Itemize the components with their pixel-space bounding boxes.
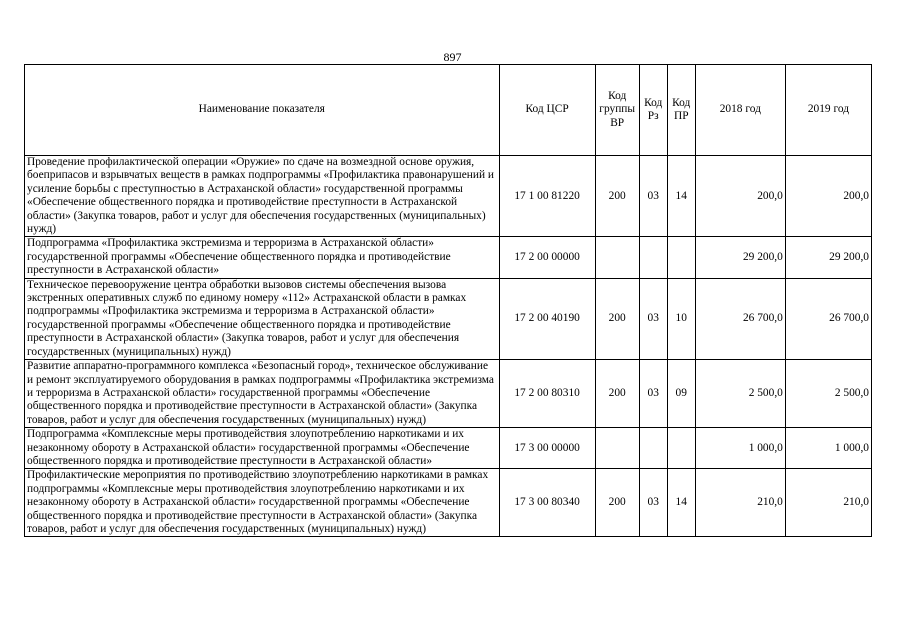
- row-2019: 200,0: [785, 156, 871, 237]
- row-2019: 2 500,0: [785, 360, 871, 428]
- table-row: [25, 278, 872, 359]
- row-csr: 17 3 00 00000: [499, 428, 595, 469]
- page-number: 897: [443, 50, 462, 64]
- row-rz: 03: [639, 469, 667, 537]
- row-vr: 200: [595, 469, 639, 537]
- row-rz: 03: [639, 156, 667, 237]
- row-rz: 03: [639, 360, 667, 428]
- row-vr: 200: [595, 156, 639, 237]
- row-csr: 17 2 00 80310: [499, 360, 595, 428]
- row-csr: 17 2 00 40190: [499, 278, 595, 359]
- row-rz: 03: [639, 278, 667, 359]
- row-name: Техническое перевооружение центра обработки вызовов системы обеспечения вызова экстренных оперативных служб по единому номеру «112» Астраханской области в рамках подпрограммы «Профилактика экстремизма и терроризма в Астраханской области» государственной программы «Обеспечение общественного порядка и противодействие преступности в Астраханской области» (Закупка товаров, работ и услуг для обеспечения государственных (муниципальных) нужд): [25, 278, 500, 359]
- row-2019: 1 000,0: [785, 428, 871, 469]
- budget-table: [24, 64, 872, 537]
- header-csr: Код ЦСР: [499, 65, 595, 156]
- header-rz: Код Рз: [639, 65, 667, 156]
- row-2018: 26 700,0: [695, 278, 785, 359]
- row-pr: 14: [667, 469, 695, 537]
- row-rz: [639, 237, 667, 278]
- row-name: Развитие аппаратно-программного комплекса «Безопасный город», техническое обслуживание и ремонт эксплуатируемого оборудования в рамках подпрограммы «Профилактика экстремизма и терроризма в Астраханской области» государственной программы «Обеспечение общественного порядка и противодействие преступности в Астраханской области» (Закупка товаров, работ и услуг для обеспечения государственных (муниципальных) нужд): [25, 360, 500, 428]
- row-2018: 1 000,0: [695, 428, 785, 469]
- table-row: [25, 469, 872, 537]
- row-pr: 09: [667, 360, 695, 428]
- row-2019: 210,0: [785, 469, 871, 537]
- row-name: Профилактические мероприятия по противодействию злоупотреблению наркотиками в рамках подпрограммы «Комплексные меры противодействия злоупотреблению наркотиками и их незаконному обороту в Астраханской области» государственной программы «Обеспечение общественного порядка и противодействие преступности в Астраханской области» (Закупка товаров, работ и услуг для обеспечения государственных (муниципальных) нужд): [25, 469, 500, 537]
- row-2018: 29 200,0: [695, 237, 785, 278]
- row-pr: [667, 237, 695, 278]
- row-2019: 26 700,0: [785, 278, 871, 359]
- table-row: [25, 428, 872, 469]
- table-row: [25, 237, 872, 278]
- table-row: [25, 360, 872, 428]
- header-vr: Код группы ВР: [595, 65, 639, 156]
- row-pr: 10: [667, 278, 695, 359]
- row-vr: [595, 428, 639, 469]
- row-vr: [595, 237, 639, 278]
- header-name: Наименование показателя: [25, 65, 500, 156]
- header-2018: 2018 год: [695, 65, 785, 156]
- row-name: Подпрограмма «Комплексные меры противодействия злоупотреблению наркотиками и их незаконному обороту в Астраханской области» государственной программы «Обеспечение общественного порядка и противодействие преступности в Астраханской области»: [25, 428, 500, 469]
- row-name: Проведение профилактической операции «Оружие» по сдаче на возмездной основе оружия, боеприпасов и взрывчатых веществ в рамках подпрограммы «Профилактика правонарушений и усиление борьбы с преступностью в Астраханской области» государственной программы «Обеспечение общественного порядка и противодействие преступности в Астраханской области» (Закупка товаров, работ и услуг для обеспечения государственных (муниципальных) нужд): [25, 156, 500, 237]
- row-vr: 200: [595, 278, 639, 359]
- row-2018: 2 500,0: [695, 360, 785, 428]
- header-2019: 2019 год: [785, 65, 871, 156]
- row-rz: [639, 428, 667, 469]
- row-csr: 17 1 00 81220: [499, 156, 595, 237]
- row-2019: 29 200,0: [785, 237, 871, 278]
- row-2018: 210,0: [695, 469, 785, 537]
- row-pr: 14: [667, 156, 695, 237]
- row-name: Подпрограмма «Профилактика экстремизма и терроризма в Астраханской области» государственной программы «Обеспечение общественного порядка и противодействие преступности в Астраханской области»: [25, 237, 500, 278]
- row-pr: [667, 428, 695, 469]
- row-2018: 200,0: [695, 156, 785, 237]
- table-header-row: [25, 65, 872, 156]
- row-csr: 17 2 00 00000: [499, 237, 595, 278]
- row-csr: 17 3 00 80340: [499, 469, 595, 537]
- header-pr: Код ПР: [667, 65, 695, 156]
- row-vr: 200: [595, 360, 639, 428]
- table-row: [25, 156, 872, 237]
